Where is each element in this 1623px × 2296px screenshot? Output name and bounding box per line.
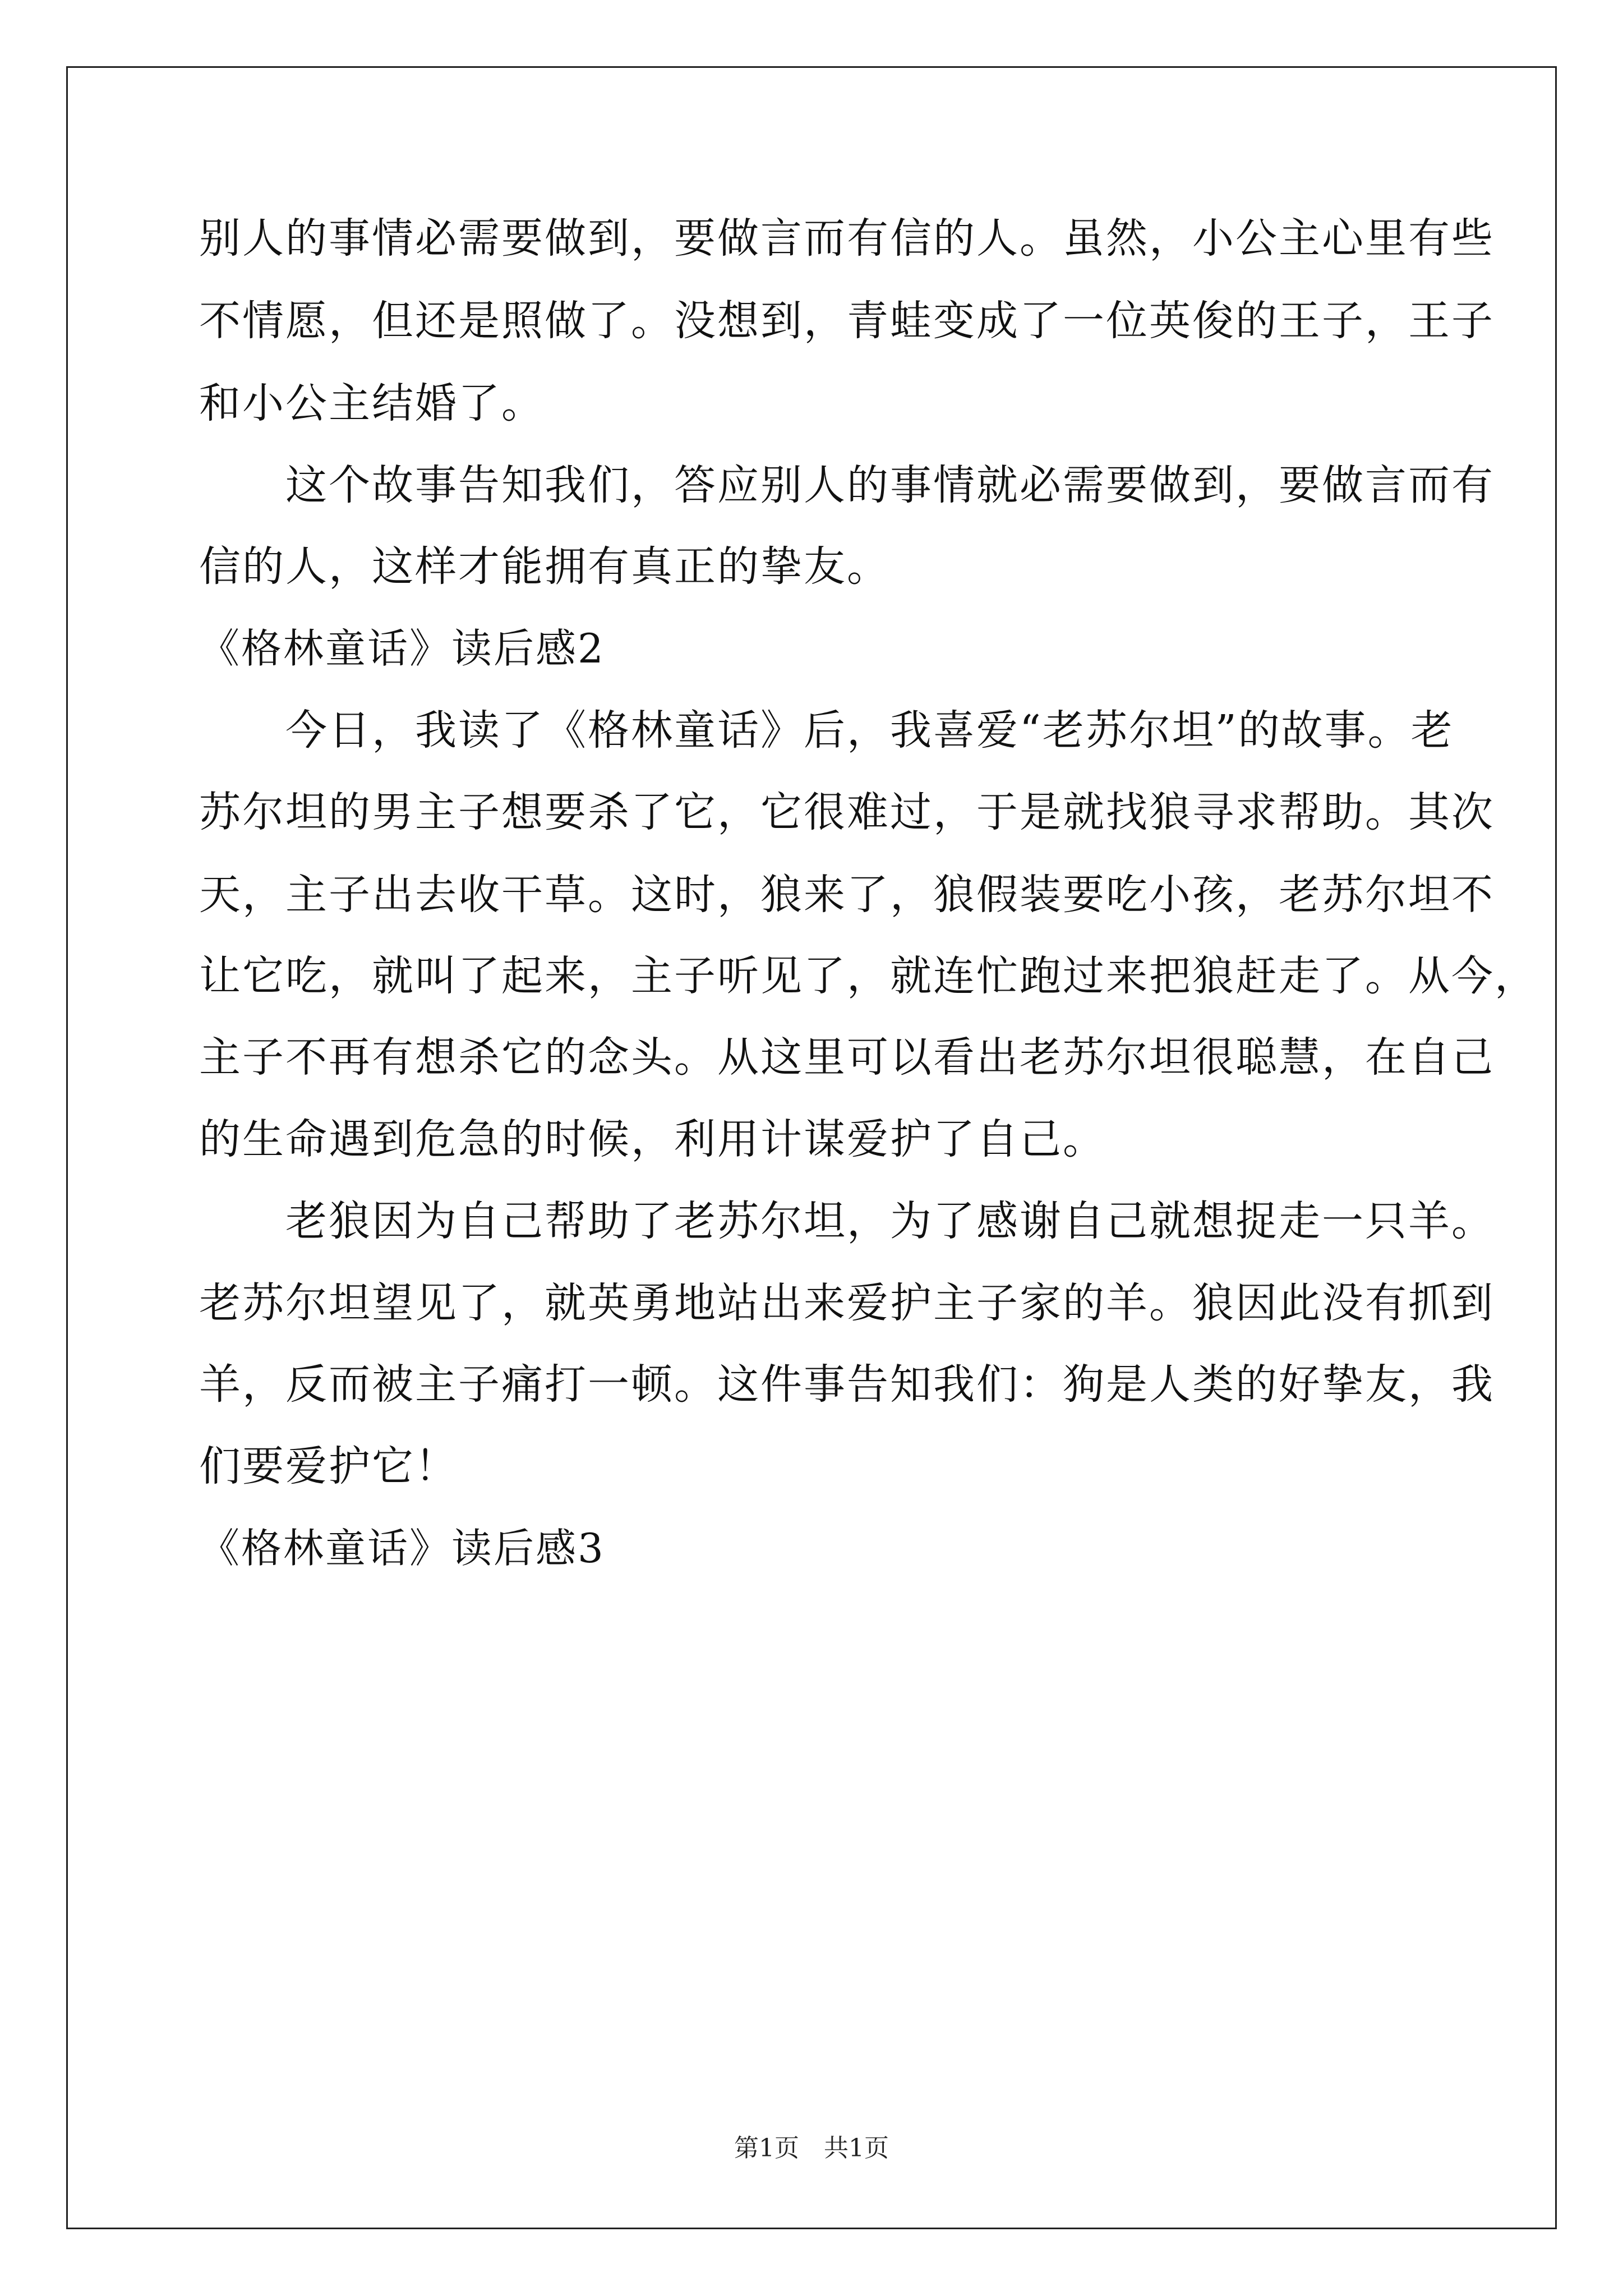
text-line: 让它吃，就叫了起来，主子听见了，就连忙跑过来把狼赶走了。从今，	[199, 952, 1538, 1000]
text-line: 不情愿，但还是照做了。没想到，青蛙变成了一位英俊的王子，王子	[199, 297, 1495, 345]
text-line: 的生命遇到危急的时候，利用计谋爱护了自己。	[199, 1115, 1106, 1163]
text-line: 老苏尔坦望见了，就英勇地站出来爱护主子家的羊。狼因此没有抓到	[199, 1279, 1495, 1327]
text-line: 今日，我读了《格林童话》后，我喜爱“老苏尔坦”的故事。老	[199, 706, 1454, 754]
text-line: 和小公主结婚了。	[199, 379, 545, 427]
page-number-footer: 第1页 共1页	[734, 2134, 889, 2162]
text-line: 这个故事告知我们，答应别人的事情就必需要做到，要做言而有	[199, 461, 1495, 509]
text-line: 们要爱护它！	[199, 1442, 458, 1490]
text-line: 老狼因为自己帮助了老苏尔坦，为了感谢自己就想捉走一只羊。	[199, 1197, 1495, 1245]
text-line: 苏尔坦的男主子想要杀了它，它很难过，于是就找狼寻求帮助。其次	[199, 788, 1495, 836]
section-heading: 《格林童话》读后感2	[199, 625, 605, 672]
text-line: 信的人，这样才能拥有真正的挚友。	[199, 542, 890, 591]
text-line: 天，主子出去收干草。这时，狼来了，狼假装要吃小孩，老苏尔坦不	[199, 871, 1495, 919]
section-heading: 《格林童话》读后感3	[199, 1525, 605, 1572]
text-line: 别人的事情必需要做到，要做言而有信的人。虽然，小公主心里有些	[199, 214, 1495, 263]
text-line: 羊，反而被主子痛打一顿。这件事告知我们：狗是人类的好挚友，我	[199, 1360, 1495, 1409]
text-line: 主子不再有想杀它的念头。从这里可以看出老苏尔坦很聪慧，在自己	[199, 1033, 1495, 1082]
